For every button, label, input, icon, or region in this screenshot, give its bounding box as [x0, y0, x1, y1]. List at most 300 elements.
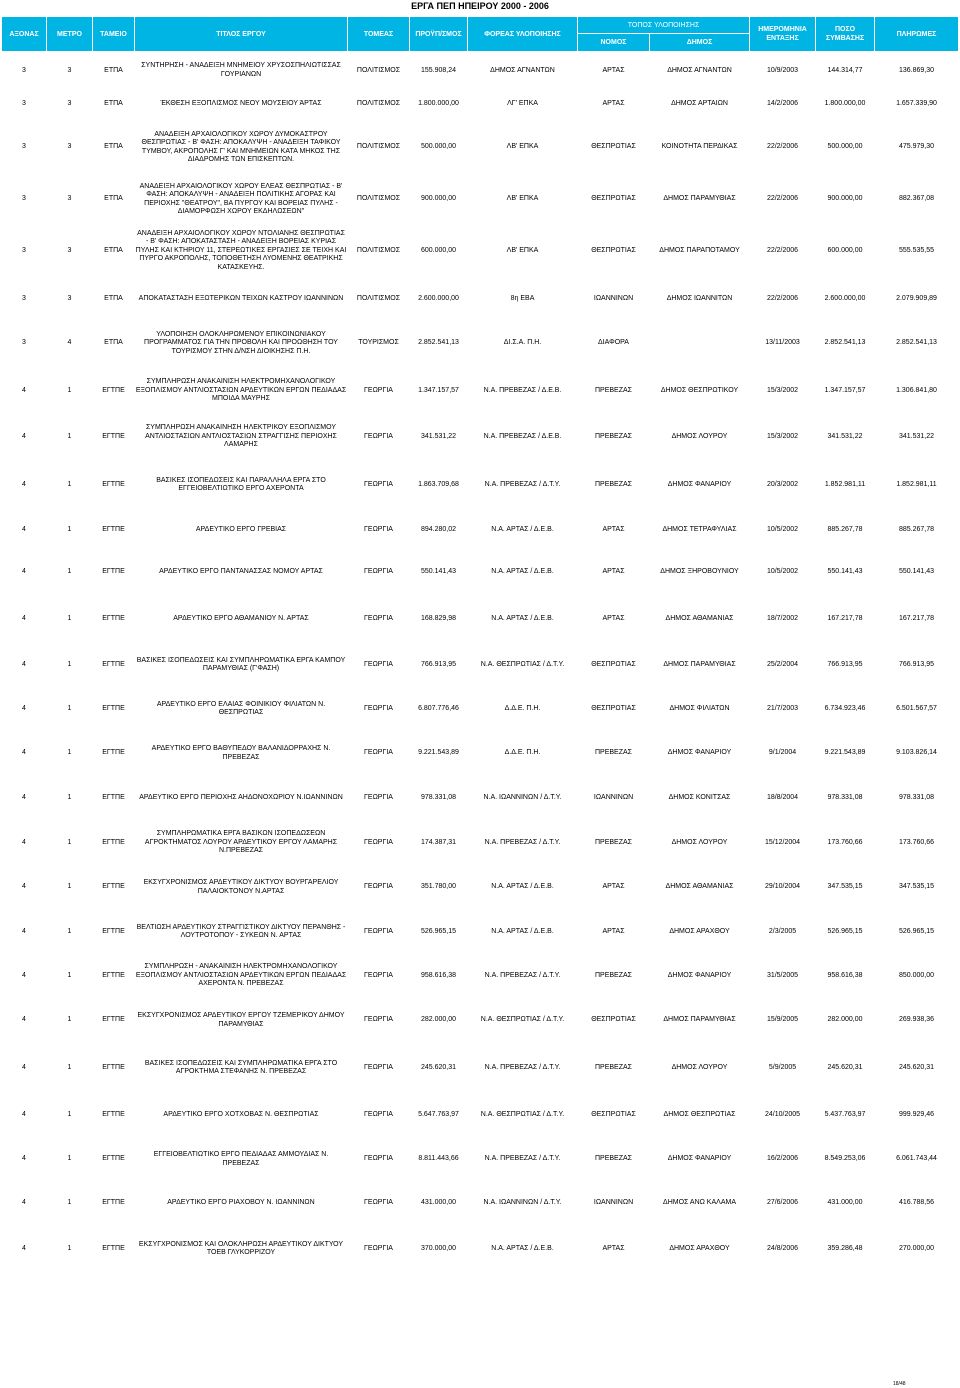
cell-tameio: ΕΓΤΠΕ: [102, 614, 125, 622]
cell-axonas: 3: [22, 339, 26, 347]
cell-dimos: ΔΗΜΟΣ ΚΟΝΙΤΣΑΣ: [668, 794, 731, 802]
table-row: [2, 52, 959, 90]
table-row: [2, 320, 959, 368]
cell-dimos: ΔΗΜΟΣ ΠΑΡΑΜΥΘΙΑΣ: [663, 195, 736, 203]
cell-budget: 9.221.543,89: [418, 749, 459, 757]
page-title: ΕΡΓΑ ΠΕΠ ΗΠΕΙΡΟΥ 2000 - 2006: [411, 1, 549, 11]
cell-tameio: ΕΓΤΠΕ: [102, 432, 125, 440]
cell-contract: 958.616,38: [827, 971, 863, 979]
cell-tomeas: ΓΕΩΡΓΙΑ: [364, 660, 393, 668]
cell-foreas: Ν.Α. ΘΕΣΠΡΩΤΙΑΣ / Δ.Τ.Υ.: [480, 1016, 565, 1024]
cell-nomos: ΑΡΤΑΣ: [602, 614, 625, 622]
cell-date: 15/3/2002: [766, 432, 799, 440]
cell-tameio: ΕΓΤΠΕ: [102, 1155, 125, 1163]
cell-payments: 167.217,78: [898, 614, 935, 622]
cell-tameio: ΕΓΤΠΕ: [102, 660, 125, 668]
cell-metro: 1: [67, 838, 72, 846]
cell-axonas: 4: [22, 1063, 26, 1071]
cell-payments: 1.306.841,80: [896, 386, 937, 394]
col-header-title: ΤΙΤΛΟΣ ΕΡΓΟΥ: [135, 17, 348, 52]
cell-axonas: 4: [22, 704, 26, 712]
cell-budget: 600.000,00: [420, 246, 457, 254]
cell-dimos: ΔΗΜΟΣ ΑΡΑΧΘΟΥ: [669, 1244, 730, 1252]
cell-dimos: ΔΗΜΟΣ ΦΑΝΑΡΙΟΥ: [667, 971, 732, 979]
cell-tameio: ΕΓΤΠΕ: [102, 1244, 125, 1252]
cell-budget: 431.000,00: [420, 1199, 457, 1207]
cell-tameio: ΕΓΤΠΕ: [102, 704, 125, 712]
cell-dimos: ΔΗΜΟΣ ΙΩΑΝΝΙΤΩΝ: [666, 294, 733, 302]
cell-nomos: ΘΕΣΠΡΩΤΙΑΣ: [591, 246, 636, 254]
cell-budget: 766.913,95: [420, 660, 457, 668]
cell-payments: 526.965,15: [898, 927, 935, 935]
table-row: [2, 998, 959, 1044]
cell-budget: 526.965,15: [420, 927, 457, 935]
cell-tameio: ΕΤΠΑ: [104, 195, 123, 203]
cell-title: ΕΚΣΥΓΧΡΟΝΙΣΜΟΣ ΑΡΔΕΥΤΙΚΟΥ ΔΙΚΤΥΟΥ ΒΟΥΡΓΑΡΕΛΙΟΥ ΠΑΛΑΙΟΚΤΟΝΟΥ Ν.ΑΡΤΑΣ: [143, 879, 339, 895]
cell-nomos: ΘΕΣΠΡΩΤΙΑΣ: [591, 195, 636, 203]
cell-axonas: 3: [22, 66, 26, 74]
col-header-location-group: ΤΟΠΟΣ ΥΛΟΠΟΙΗΣΗΣ: [578, 17, 750, 34]
cell-contract: 347.535,15: [827, 883, 863, 891]
col-header-budget: ΠΡΟΫΠ/ΣΜΟΣ: [410, 17, 468, 52]
cell-title: ΒΕΛΤΙΩΣΗ ΑΡΔΕΥΤΙΚΟΥ ΣΤΡΑΓΓΙΣΤΙΚΟΥ ΔΙΚΤΥΟΥ ΠΕΡΑΝΘΗΣ - ΛΟΥΤΡΟΤΟΠΟΥ - ΣΥΚΕΩΝ Ν. ΑΡΤΑΣ: [136, 923, 346, 939]
cell-title: ΑΝΑΔΕΙΞΗ ΑΡΧΑΙΟΛΟΓΙΚΟΥ ΧΩΡΟΥ ΕΛΕΑΣ ΘΕΣΠΡΩΤΙΑΣ - Β' ΦΑΣΗ: ΑΠΟΚΑΛΥΨΗ - ΑΝΑΔΕΙΞΗ ΠΟΛΙΤΙΚΗΣ ΑΓΟΡΑΣ ΚΑΙ ΠΕΡΙΟΧΗΣ "ΘΕΑΤΡΟΥ", ΒΑ ΠΥΡΓΟΥ ΚΑΙ ΒΟΡΕΙΑΣ ΠΥΛΗΣ - ΔΙΑΜΟΡΦΩΣΗ ΧΩΡΟΥ ΕΚΔΗΛΩΣΕΩΝ": [139, 182, 343, 215]
cell-title: ΣΥΝΤΗΡΗΣΗ - ΑΝΑΔΕΙΞΗ ΜΝΗΜΕΙΟΥ ΧΡΥΣΟΣΠΗΛΙΩΤΙΣΣΑΣ ΓΟΥΡΙΑΝΩΝ: [141, 62, 341, 78]
cell-date: 10/5/2002: [766, 568, 799, 576]
cell-date: 21/7/2003: [766, 704, 799, 712]
cell-budget: 282.000,00: [420, 1016, 457, 1024]
cell-dimos: [650, 320, 750, 368]
cell-dimos: ΔΗΜΟΣ ΞΗΡΟΒΟΥΝΙΟΥ: [660, 568, 739, 576]
table-row: [2, 176, 959, 224]
cell-nomos: ΑΡΤΑΣ: [602, 1244, 625, 1252]
page-number: 18/48: [893, 1381, 906, 1387]
cell-tomeas: ΠΟΛΙΤΙΣΜΟΣ: [356, 246, 401, 254]
cell-metro: 1: [67, 480, 72, 488]
cell-contract: 359.286,48: [827, 1244, 863, 1252]
cell-budget: 168.829,98: [420, 614, 457, 622]
cell-contract: 885.267,78: [827, 525, 863, 533]
cell-metro: 1: [67, 1199, 72, 1207]
cell-metro: 3: [67, 100, 72, 108]
cell-tameio: ΕΤΠΑ: [104, 143, 123, 151]
cell-tomeas: ΓΕΩΡΓΙΑ: [364, 1244, 393, 1252]
cell-dimos: ΔΗΜΟΣ ΑΘΑΜΑΝΙΑΣ: [665, 614, 734, 622]
cell-dimos: ΔΗΜΟΣ ΛΟΥΡΟΥ: [671, 1063, 728, 1071]
cell-payments: 341.531,22: [898, 432, 935, 440]
cell-date: 2/3/2005: [768, 927, 797, 935]
cell-tameio: ΕΓΤΠΕ: [102, 749, 125, 757]
cell-metro: 1: [67, 1016, 72, 1024]
cell-contract: 900.000,00: [827, 195, 863, 203]
cell-tameio: ΕΓΤΠΕ: [102, 568, 125, 576]
cell-tameio: ΕΓΤΠΕ: [102, 794, 125, 802]
col-header-tameio: ΤΑΜΕΙΟ: [93, 17, 135, 52]
cell-foreas: Ν.Α. ΠΡΕΒΕΖΑΣ / Δ.Τ.Υ.: [484, 971, 561, 979]
cell-date: 22/2/2006: [766, 143, 799, 151]
cell-axonas: 4: [22, 480, 26, 488]
cell-foreas: Ν.Α. ΘΕΣΠΡΩΤΙΑΣ / Δ.Τ.Υ.: [480, 660, 565, 668]
table-row: [2, 1138, 959, 1182]
cell-title: ΣΥΜΠΛΗΡΩΜΑΤΙΚΑ ΕΡΓΑ ΒΑΣΙΚΩΝ ΙΣΟΠΕΔΩΣΕΩΝ ΑΓΡΟΚΤΗΜΑΤΟΣ ΛΟΥΡΟΥ ΑΡΔΕΥΤΙΚΟΥ ΕΡΓΟΥ ΛΑΜΑΡΗΣ Ν.ΠΡΕΒΕΖΑΣ: [144, 830, 338, 855]
cell-tameio: ΕΓΤΠΕ: [102, 927, 125, 935]
cell-metro: 3: [67, 66, 72, 74]
table-row: [2, 279, 959, 320]
cell-tomeas: ΠΟΛΙΤΙΣΜΟΣ: [356, 195, 401, 203]
cell-nomos: ΘΕΣΠΡΩΤΙΑΣ: [591, 660, 636, 668]
table-row: [2, 866, 959, 910]
cell-contract: 978.331,08: [827, 794, 863, 802]
table-row: [2, 415, 959, 460]
cell-date: 22/2/2006: [766, 246, 799, 254]
table-row: [2, 1044, 959, 1093]
cell-title: ΣΥΜΠΛΗΡΩΣΗ ΑΝΑΚΑΙΝΙΣΗ ΗΛΕΚΤΡΟΜΗΧΑΝΟΛΟΓΙΚΟΥ ΕΞΟΠΛΙΣΜΟΥ ΑΝΤΛΙΟΣΤΑΣΙΩΝ ΑΡΔΕΥΤΙΚΩΝ ΕΡΓΩΝ ΠΕΔΙΑΔΑΣ ΜΠΟΙΔΑ ΜΑΥΡΗΣ: [135, 378, 347, 403]
cell-date: 15/3/2002: [766, 386, 799, 394]
cell-metro: 1: [67, 660, 72, 668]
cell-axonas: 3: [22, 143, 26, 151]
cell-payments: 978.331,08: [898, 794, 935, 802]
cell-axonas: 4: [22, 971, 26, 979]
cell-tomeas: ΓΕΩΡΓΙΑ: [364, 704, 393, 712]
cell-axonas: 3: [22, 294, 26, 302]
cell-payments: 766.913,95: [898, 660, 935, 668]
table-row: [2, 596, 959, 643]
cell-dimos: ΔΗΜΟΣ ΑΘΑΜΑΝΙΑΣ: [665, 883, 734, 891]
col-header-dimos: ΔΗΜΟΣ: [650, 34, 750, 52]
cell-budget: 8.811.443,66: [418, 1155, 459, 1163]
cell-title: ΑΠΟΚΑΤΑΣΤΑΣΗ ΕΞΩΤΕΡΙΚΩΝ ΤΕΙΧΩΝ ΚΑΣΤΡΟΥ ΙΩΑΝΝΙΝΩΝ: [138, 294, 344, 302]
cell-tomeas: ΓΕΩΡΓΙΑ: [364, 1199, 393, 1207]
cell-title: ΑΡΔΕΥΤΙΚΟ ΕΡΓΟ ΕΛΑΙΑΣ ΦΟΙΝΙΚΙΟΥ ΦΙΛΙΑΤΩΝ Ν. ΘΕΣΠΡΩΤΙΑΣ: [156, 700, 326, 716]
cell-metro: 1: [67, 1110, 72, 1118]
cell-tameio: ΕΤΠΑ: [104, 294, 123, 302]
cell-metro: 1: [67, 1155, 72, 1163]
cell-axonas: 4: [22, 1110, 26, 1118]
cell-dimos: ΔΗΜΟΣ ΦΑΝΑΡΙΟΥ: [667, 1155, 732, 1163]
cell-title: ΑΡΔΕΥΤΙΚΟ ΕΡΓΟ ΠΕΡΙΟΧΗΣ ΑΗΔΟΝΟΧΩΡΙΟΥ Ν.ΙΩΑΝΝΙΝΩΝ: [139, 794, 343, 802]
cell-title: ΑΝΑΔΕΙΞΗ ΑΡΧΑΙΟΛΟΓΙΚΟΥ ΧΩΡΟΥ ΔΥΜΟΚΑΣΤΡΟΥ ΘΕΣΠΡΩΤΙΑΣ - Β' ΦΑΣΗ: ΑΠΟΚΑΛΥΨΗ - ΑΝΑΔΕΙΞΗ ΤΑΦΙΚΟΥ ΤΥΜΒΟΥ, ΑΚΡΟΠΟΛΗΣ Γ' ΚΑΙ ΜΝΗΜΕΙΩΝ ΚΑΤΑ ΜΗΚΟΣ ΤΗΣ ΔΙΑΔΡΟΜΗΣ ΤΩΝ ΕΠΙΣΚΕΠΤΩΝ.: [141, 130, 341, 163]
cell-foreas: Ν.Α. ΠΡΕΒΕΖΑΣ / Δ.Τ.Υ.: [484, 1063, 561, 1071]
cell-tameio: ΕΓΤΠΕ: [102, 838, 125, 846]
cell-foreas: Ν.Α. ΙΩΑΝΝΙΝΩΝ / Δ.Τ.Υ.: [483, 794, 562, 802]
cell-metro: 3: [67, 246, 72, 254]
table-row: [2, 368, 959, 415]
cell-nomos: ΘΕΣΠΡΩΤΙΑΣ: [591, 1110, 636, 1118]
cell-axonas: 4: [22, 525, 26, 533]
cell-nomos: ΠΡΕΒΕΖΑΣ: [594, 1155, 632, 1163]
cell-contract: 167.217,78: [827, 614, 863, 622]
cell-tomeas: ΓΕΩΡΓΙΑ: [364, 568, 393, 576]
col-header-date: ΗΜΕΡΟΜΗΝΙΑ ΕΝΤΑΞΗΣ: [750, 17, 816, 52]
cell-foreas: Ν.Α. ΠΡΕΒΕΖΑΣ / Δ.Τ.Υ.: [484, 838, 561, 846]
cell-metro: 1: [67, 568, 72, 576]
cell-date: 31/5/2005: [766, 971, 799, 979]
cell-dimos: ΚΟΙΝΟΤΗΤΑ ΠΕΡΔΙΚΑΣ: [661, 143, 738, 151]
cell-tameio: ΕΓΤΠΕ: [102, 971, 125, 979]
cell-date: 16/2/2006: [766, 1155, 799, 1163]
cell-axonas: 4: [22, 838, 26, 846]
cell-tameio: ΕΓΤΠΕ: [102, 1199, 125, 1207]
cell-foreas: Ν.Α. ΑΡΤΑΣ / Δ.Ε.Β.: [491, 883, 554, 891]
cell-tomeas: ΓΕΩΡΓΙΑ: [364, 480, 393, 488]
cell-axonas: 4: [22, 1155, 26, 1163]
table-row: [2, 1093, 959, 1138]
cell-date: 29/10/2004: [764, 883, 801, 891]
cell-metro: 4: [67, 339, 72, 347]
cell-tomeas: ΓΕΩΡΓΙΑ: [364, 1016, 393, 1024]
cell-title: ΣΥΜΠΛΗΡΩΣΗ ΑΝΑΚΑΙΝΗΣΗ ΗΛΕΚΤΡΙΚΟΥ ΕΞΟΠΛΙΣΜΟΥ ΑΝΤΛΙΟΣΤΑΣΙΩΝ ΑΝΤΛΙΟΣΤΑΣΙΩΝ ΣΤΡΑΓΓΙΣΗΣ ΠΕΡΙΟΧΗΣ ΛΑΜΑΡΗΣ: [145, 424, 337, 449]
cell-payments: 550.141,43: [898, 568, 935, 576]
cell-date: 15/12/2004: [764, 838, 801, 846]
cell-metro: 1: [67, 749, 72, 757]
cell-dimos: ΔΗΜΟΣ ΑΓΝΑΝΤΩΝ: [667, 66, 732, 74]
cell-budget: 245.620,31: [420, 1063, 457, 1071]
cell-contract: 341.531,22: [827, 432, 863, 440]
cell-budget: 174.387,31: [420, 838, 457, 846]
col-header-nomos: ΝΟΜΟΣ: [578, 34, 650, 52]
cell-dimos: ΔΗΜΟΣ ΠΑΡΑΜΥΘΙΑΣ: [663, 1016, 736, 1024]
cell-budget: 958.616,38: [420, 971, 457, 979]
cell-date: 24/8/2006: [766, 1244, 799, 1252]
cell-nomos: ΙΩΑΝΝΙΝΩΝ: [593, 1199, 634, 1207]
cell-nomos: ΙΩΑΝΝΙΝΩΝ: [593, 294, 634, 302]
cell-date: 10/5/2002: [766, 525, 799, 533]
cell-payments: 1.852.981,11: [896, 480, 937, 488]
cell-tomeas: ΓΕΩΡΓΙΑ: [364, 927, 393, 935]
cell-tomeas: ΓΕΩΡΓΙΑ: [364, 432, 393, 440]
cell-foreas: Ν.Α. ΘΕΣΠΡΩΤΙΑΣ / Δ.Τ.Υ.: [480, 1110, 565, 1118]
table-row: [2, 731, 959, 777]
cell-title: ΕΚΣΥΓΧΡΟΝΙΣΜΟΣ ΑΡΔΕΥΤΙΚΟΥ ΕΡΓΟΥ ΤΖΕΜΕΡΙΚΟΥ ΔΗΜΟΥ ΠΑΡΑΜΥΘΙΑΣ: [137, 1012, 345, 1028]
cell-foreas: Ν.Α. ΑΡΤΑΣ / Δ.Ε.Β.: [491, 614, 554, 622]
cell-payments: 1.657.339,90: [896, 100, 937, 108]
cell-axonas: 4: [22, 568, 26, 576]
cell-payments: 555.535,55: [898, 246, 935, 254]
cell-payments: 850.000,00: [898, 971, 935, 979]
cell-nomos: ΘΕΣΠΡΩΤΙΑΣ: [591, 1016, 636, 1024]
cell-title: ΣΥΜΠΛΗΡΩΣΗ - ΑΝΑΚΑΙΝΙΣΗ ΗΛΕΚΤΡΟΜΗΧΑΝΟΛΟΓΙΚΟΥ ΕΞΟΠΛΙΣΜΟΥ ΑΝΤΛΙΟΣΤΑΣΙΩΝ ΑΡΔΕΥΤΙΚΩΝ ΕΡΓΩΝ ΠΕΔΙΑΔΑΣ ΑΧΕΡΟΝΤΑ Ν. ΠΡΕΒΕΖΑΣ: [135, 963, 347, 988]
cell-budget: 155.908,24: [420, 66, 457, 74]
table-row: [2, 460, 959, 511]
cell-tameio: ΕΓΤΠΕ: [102, 480, 125, 488]
cell-contract: 5.437.763,97: [824, 1110, 866, 1118]
cell-tameio: ΕΤΠΑ: [104, 246, 123, 254]
cell-budget: 1.347.157,57: [418, 386, 459, 394]
cell-foreas: Ν.Α. ΠΡΕΒΕΖΑΣ / Δ.Ε.Β.: [483, 386, 562, 394]
cell-axonas: 3: [22, 100, 26, 108]
cell-date: 20/3/2002: [766, 480, 799, 488]
cell-title: ΥΛΟΠΟΙΗΣΗ ΟΛΟΚΛΗΡΩΜΕΝΟΥ ΕΠΙΚΟΙΝΩΝΙΑΚΟΥ ΠΡΟΓΡΑΜΜΑΤΟΣ ΓΙΑ ΤΗΝ ΠΡΟΒΟΛΗ ΚΑΙ ΠΡΟΩΘΗΣΗ ΤΟΥ ΤΟΥΡΙΣΜΟΥ ΣΤΗΝ Δ/ΝΣΗ ΔΙΟΙΚΗΣΗΣ Π.Η.: [144, 330, 338, 355]
cell-dimos: ΔΗΜΟΣ ΠΑΡΑΠΟΤΑΜΟΥ: [659, 246, 740, 254]
cell-tomeas: ΓΕΩΡΓΙΑ: [364, 794, 393, 802]
table-row: [2, 90, 959, 120]
cell-date: 13/11/2003: [765, 339, 800, 347]
cell-nomos: ΑΡΤΑΣ: [602, 568, 625, 576]
cell-payments: 6.061.743,44: [896, 1155, 937, 1163]
cell-payments: 416.788,56: [898, 1199, 935, 1207]
cell-foreas: Ν.Α. ΙΩΑΝΝΙΝΩΝ / Δ.Τ.Υ.: [483, 1199, 562, 1207]
cell-contract: 431.000,00: [827, 1199, 863, 1207]
cell-tomeas: ΓΕΩΡΓΙΑ: [364, 883, 393, 891]
cell-contract: 766.913,95: [827, 660, 863, 668]
cell-metro: 1: [67, 704, 72, 712]
cell-metro: 1: [67, 432, 72, 440]
cell-nomos: ΠΡΕΒΕΖΑΣ: [594, 838, 632, 846]
cell-foreas: Ν.Α. ΠΡΕΒΕΖΑΣ / Δ.Ε.Β.: [483, 432, 562, 440]
cell-contract: 8.549.253,06: [824, 1155, 866, 1163]
cell-budget: 1.800.000,00: [418, 100, 459, 108]
cell-foreas: ΛΒ' ΕΠΚΑ: [506, 246, 539, 254]
table-row: [2, 777, 959, 821]
cell-foreas: 8η ΕΒΑ: [510, 294, 535, 302]
cell-axonas: 4: [22, 1244, 26, 1252]
cell-foreas: ΔΗΜΟΣ ΑΓΝΑΝΤΩΝ: [490, 66, 555, 74]
cell-tomeas: ΓΕΩΡΓΙΑ: [364, 838, 393, 846]
cell-tomeas: ΤΟΥΡΙΣΜΟΣ: [358, 339, 399, 347]
cell-metro: 1: [67, 386, 72, 394]
cell-dimos: ΔΗΜΟΣ ΦΑΝΑΡΙΟΥ: [667, 480, 732, 488]
cell-budget: 2.852.541,13: [418, 339, 459, 347]
cell-tomeas: ΠΟΛΙΤΙΣΜΟΣ: [356, 66, 401, 74]
cell-axonas: 4: [22, 927, 26, 935]
cell-contract: 1.800.000,00: [824, 100, 866, 108]
cell-date: 15/9/2005: [766, 1016, 799, 1024]
cell-payments: 347.535,15: [898, 883, 935, 891]
cell-nomos: ΠΡΕΒΕΖΑΣ: [594, 1063, 632, 1071]
cell-tameio: ΕΤΠΑ: [104, 100, 123, 108]
cell-contract: 282.000,00: [827, 1016, 863, 1024]
cell-foreas: Ν.Α. ΑΡΤΑΣ / Δ.Ε.Β.: [491, 927, 554, 935]
cell-payments: 999.929,46: [898, 1110, 935, 1118]
cell-tomeas: ΓΕΩΡΓΙΑ: [364, 1155, 393, 1163]
cell-tameio: ΕΓΤΠΕ: [102, 1016, 125, 1024]
table-row: [2, 511, 959, 550]
cell-metro: 3: [67, 143, 72, 151]
cell-payments: 882.367,08: [898, 195, 935, 203]
cell-metro: 3: [67, 294, 72, 302]
cell-tomeas: ΓΕΩΡΓΙΑ: [364, 614, 393, 622]
cell-title: ΒΑΣΙΚΕΣ ΙΣΟΠΕΔΩΣΕΙΣ ΚΑΙ ΠΑΡΑΛΛΗΛΑ ΕΡΓΑ ΣΤΟ ΕΓΓΕΙΟΒΕΛΤΙΩΤΙΚΟ ΕΡΓΟ ΑΧΕΡΟΝΤΑ: [156, 476, 326, 492]
cell-tomeas: ΠΟΛΙΤΙΣΜΟΣ: [356, 100, 401, 108]
cell-foreas: ΛΒ' ΕΠΚΑ: [506, 143, 539, 151]
cell-contract: 550.141,43: [827, 568, 863, 576]
cell-nomos: ΠΡΕΒΕΖΑΣ: [594, 971, 632, 979]
cell-dimos: ΔΗΜΟΣ ΘΕΣΠΡΩΤΙΑΣ: [663, 1110, 736, 1118]
cell-title: ΑΡΔΕΥΤΙΚΟ ΕΡΓΟ ΑΘΑΜΑΝΙΟΥ Ν. ΑΡΤΑΣ: [173, 614, 309, 622]
cell-nomos: ΔΙΑΦΟΡΑ: [598, 339, 629, 347]
cell-foreas: ΔΙ.Σ.Α. Π.Η.: [503, 339, 542, 347]
cell-dimos: ΔΗΜΟΣ ΦΙΛΙΑΤΩΝ: [669, 704, 730, 712]
cell-date: 18/7/2002: [766, 614, 799, 622]
cell-nomos: ΘΕΣΠΡΩΤΙΑΣ: [591, 704, 636, 712]
cell-contract: 600.000,00: [827, 246, 863, 254]
cell-title: ΕΓΓΕΙΟΒΕΛΤΙΩΤΙΚΟ ΕΡΓΟ ΠΕΔΙΑΔΑΣ ΑΜΜΟΥΔΙΑΣ Ν. ΠΡΕΒΕΖΑΣ: [153, 1151, 329, 1167]
cell-budget: 370.000,00: [420, 1244, 457, 1252]
cell-payments: 6.501.567,57: [896, 704, 937, 712]
cell-budget: 894.280,02: [420, 525, 457, 533]
table-row: [2, 688, 959, 731]
cell-budget: 5.647.763,97: [418, 1110, 459, 1118]
cell-foreas: Ν.Α. ΑΡΤΑΣ / Δ.Ε.Β.: [491, 568, 554, 576]
cell-budget: 351.780,00: [420, 883, 457, 891]
cell-title: ΑΡΔΕΥΤΙΚΟ ΕΡΓΟ ΠΑΝΤΑΝΑΣΣΑΣ ΝΟΜΟΥ ΑΡΤΑΣ: [159, 568, 323, 576]
cell-metro: 1: [67, 883, 72, 891]
cell-tomeas: ΓΕΩΡΓΙΑ: [364, 1110, 393, 1118]
cell-contract: 500.000,00: [827, 143, 863, 151]
cell-date: 22/2/2006: [766, 195, 799, 203]
cell-title: ΕΚΣΥΓΧΡΟΝΙΣΜΟΣ ΚΑΙ ΟΛΟΚΛΗΡΩΣΗ ΑΡΔΕΥΤΙΚΟΥ ΔΙΚΤΥΟΥ ΤΟΕΒ ΓΛΥΚΟΡΡΙΖΟΥ: [138, 1240, 344, 1256]
cell-foreas: Ν.Α. ΑΡΤΑΣ / Δ.Ε.Β.: [491, 525, 554, 533]
cell-title: ΒΑΣΙΚΕΣ ΙΣΟΠΕΔΩΣΕΙΣ ΚΑΙ ΣΥΜΠΛΗΡΩΜΑΤΙΚΑ ΕΡΓΑ ΚΑΜΠΟΥ ΠΑΡΑΜΥΘΙΑΣ (Γ'ΦΑΣΗ): [136, 656, 346, 672]
cell-tomeas: ΓΕΩΡΓΙΑ: [364, 1063, 393, 1071]
cell-title: ΈΚΘΕΣΗ ΕΞΟΠΛΙΣΜΟΣ ΝΕΟΥ ΜΟΥΣΕΙΟΥ ΆΡΤΑΣ: [160, 100, 322, 108]
cell-payments: 2.852.541,13: [896, 339, 937, 347]
cell-payments: 269.938,36: [898, 1016, 935, 1024]
cell-axonas: 4: [22, 749, 26, 757]
cell-foreas: Ν.Α. ΑΡΤΑΣ / Δ.Ε.Β.: [491, 1244, 554, 1252]
cell-contract: 6.734.923,46: [824, 704, 866, 712]
cell-title: ΑΡΔΕΥΤΙΚΟ ΕΡΓΟ ΓΡΕΒΙΑΣ: [195, 525, 287, 533]
cell-axonas: 4: [22, 1016, 26, 1024]
cell-tameio: ΕΓΤΠΕ: [102, 1110, 125, 1118]
cell-nomos: ΑΡΤΑΣ: [602, 66, 625, 74]
col-header-axonas: ΑΞΟΝΑΣ: [2, 17, 47, 52]
cell-axonas: 4: [22, 432, 26, 440]
cell-title: ΑΡΔΕΥΤΙΚΟ ΕΡΓΟ ΒΑΘΥΠΕΔΟΥ ΒΑΛΑΝΙΔΟΡΡΑΧΗΣ Ν. ΠΡΕΒΕΖΑΣ: [151, 745, 331, 761]
cell-tameio: ΕΓΤΠΕ: [102, 525, 125, 533]
cell-dimos: ΔΗΜΟΣ ΑΡΤΑΙΩΝ: [671, 100, 728, 108]
table-row: [2, 821, 959, 866]
cell-tameio: ΕΓΤΠΕ: [102, 386, 125, 394]
cell-payments: 9.103.826,14: [896, 749, 937, 757]
cell-tomeas: ΓΕΩΡΓΙΑ: [364, 971, 393, 979]
cell-date: 5/9/2005: [768, 1063, 797, 1071]
cell-axonas: 4: [22, 386, 26, 394]
table-row: [2, 550, 959, 596]
cell-budget: 6.807.776,46: [418, 704, 459, 712]
cell-foreas: Ν.Α. ΠΡΕΒΕΖΑΣ / Δ.Τ.Υ.: [484, 1155, 561, 1163]
cell-budget: 900.000,00: [420, 195, 457, 203]
cell-dimos: ΔΗΜΟΣ ΛΟΥΡΟΥ: [671, 432, 728, 440]
cell-payments: 173.760,66: [898, 838, 935, 846]
cell-budget: 2.600.000,00: [418, 294, 459, 302]
cell-payments: 136.869,30: [898, 66, 935, 74]
cell-tomeas: ΓΕΩΡΓΙΑ: [364, 525, 393, 533]
cell-contract: 1.852.981,11: [824, 480, 866, 488]
table-row: [2, 910, 959, 955]
cell-tomeas: ΠΟΛΙΤΙΣΜΟΣ: [356, 143, 401, 151]
cell-budget: 341.531,22: [420, 432, 457, 440]
cell-tameio: ΕΓΤΠΕ: [102, 883, 125, 891]
cell-nomos: ΘΕΣΠΡΩΤΙΑΣ: [591, 143, 636, 151]
cell-payments: 245.620,31: [898, 1063, 935, 1071]
cell-payments: 475.979,30: [898, 143, 935, 151]
cell-dimos: ΔΗΜΟΣ ΛΟΥΡΟΥ: [671, 838, 728, 846]
cell-metro: 3: [67, 195, 72, 203]
cell-contract: 2.852.541,13: [824, 339, 866, 347]
cell-nomos: ΑΡΤΑΣ: [602, 525, 625, 533]
cell-nomos: ΠΡΕΒΕΖΑΣ: [594, 749, 632, 757]
col-header-foreas: ΦΟΡΕΑΣ ΥΛΟΠΟΙΗΣΗΣ: [468, 17, 578, 52]
cell-contract: 2.600.000,00: [824, 294, 866, 302]
cell-tomeas: ΠΟΛΙΤΙΣΜΟΣ: [356, 294, 401, 302]
cell-dimos: ΔΗΜΟΣ ΑΝΩ ΚΑΛΑΜΑ: [663, 1199, 736, 1207]
cell-nomos: ΑΡΤΑΣ: [602, 883, 625, 891]
cell-axonas: 4: [22, 794, 26, 802]
cell-budget: 978.331,08: [420, 794, 457, 802]
cell-date: 18/8/2004: [766, 794, 799, 802]
cell-contract: 173.760,66: [827, 838, 863, 846]
